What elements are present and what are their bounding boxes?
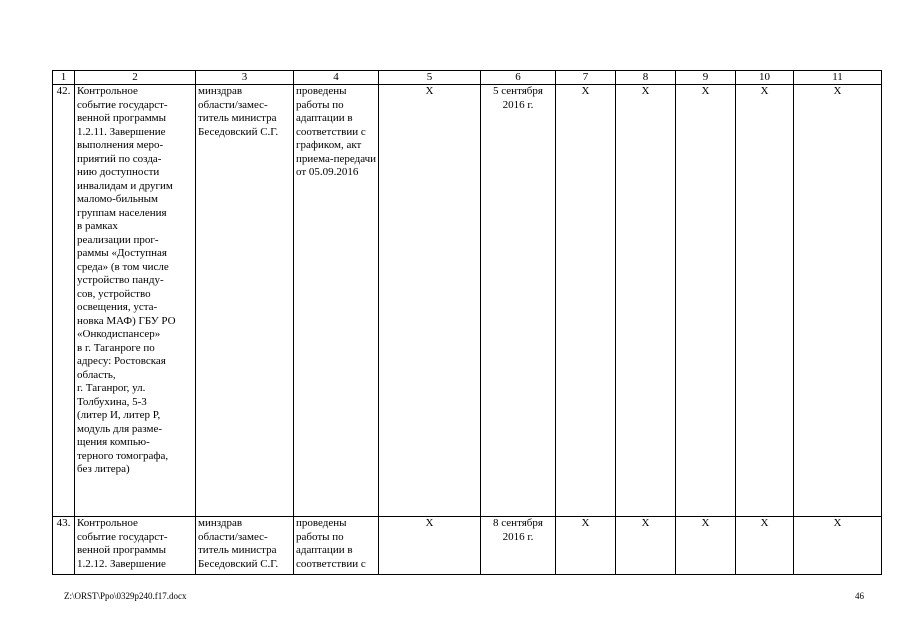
- text-line: г. Таганрог, ул.: [77, 382, 146, 394]
- table-row: [53, 517, 882, 575]
- text-line: проведены: [296, 85, 347, 97]
- text-line: нию доступности: [77, 166, 160, 178]
- cell-mark: X: [736, 517, 794, 575]
- cell-mark: X: [616, 85, 676, 517]
- header-cell: 4: [294, 71, 379, 85]
- text-line: «Онкодиспансер»: [77, 328, 161, 340]
- text-line: область,: [77, 368, 116, 381]
- header-cell: 7: [556, 71, 616, 85]
- row-number: 42.: [53, 85, 75, 517]
- text-line: от 05.09.2016: [296, 166, 359, 178]
- completion-date: [481, 85, 556, 517]
- cell-mark: X: [616, 517, 676, 575]
- text-line: Беседовский С.Г.: [198, 125, 279, 138]
- text-line: титель министра: [198, 112, 277, 124]
- document-table: [52, 70, 882, 575]
- text-line: области/замес-: [198, 530, 268, 543]
- text-line: Беседовский С.Г.: [198, 557, 279, 570]
- text-line: новка МАФ) ГБУ РО: [77, 314, 176, 327]
- column-number-row: [53, 71, 882, 85]
- event-description: [75, 517, 196, 575]
- cell-mark: X: [736, 85, 794, 517]
- text-line: 5 сентября: [493, 85, 543, 97]
- text-line: приема-передачи: [296, 152, 377, 165]
- text-line: (литер И, литер Р,: [77, 409, 161, 421]
- cell-mark: X: [379, 85, 481, 517]
- cell-mark: X: [556, 517, 616, 575]
- responsible-executor: [196, 517, 294, 575]
- text-line: Контрольное: [77, 517, 138, 529]
- responsible-executor: [196, 85, 294, 517]
- text-line: титель министра: [198, 544, 277, 556]
- cell-mark: X: [676, 85, 736, 517]
- text-line: инвалидам и другим: [77, 179, 173, 192]
- result-description: [294, 85, 379, 517]
- cell-mark: X: [676, 517, 736, 575]
- completion-date: [481, 517, 556, 575]
- text-line: освещения, уста-: [77, 301, 158, 313]
- text-line: устройство панду-: [77, 274, 164, 286]
- text-line: выполнения меро-: [77, 139, 164, 151]
- text-line: минздрав: [198, 517, 243, 529]
- header-cell: 6: [481, 71, 556, 85]
- header-cell: 5: [379, 71, 481, 85]
- text-line: в рамках: [77, 220, 118, 232]
- text-line: событие государст-: [77, 530, 168, 543]
- header-cell: 10: [736, 71, 794, 85]
- text-line: работы по: [296, 98, 344, 111]
- text-line: графиком, акт: [296, 139, 362, 151]
- cell-mark: X: [794, 517, 882, 575]
- header-cell: 2: [75, 71, 196, 85]
- text-line: среда» (в том числе: [77, 260, 169, 273]
- table-row: [53, 85, 882, 517]
- text-line: адаптации в: [296, 112, 353, 124]
- text-line: группам населения: [77, 206, 167, 219]
- row-number: 43.: [53, 517, 75, 575]
- text-line: Контрольное: [77, 85, 138, 97]
- event-description: [75, 85, 196, 517]
- page-number: 46: [855, 591, 864, 601]
- text-line: адресу: Ростовская: [77, 355, 166, 367]
- cell-mark: X: [794, 85, 882, 517]
- text-line: приятий по созда-: [77, 152, 162, 165]
- text-line: событие государст-: [77, 98, 168, 111]
- footer-file-path: Z:\ORST\Ppo\0329p240.f17.docx: [64, 591, 187, 601]
- text-line: 2016 г.: [502, 98, 534, 111]
- text-line: сов, устройство: [77, 287, 151, 300]
- cell-mark: X: [379, 517, 481, 575]
- text-line: в г. Таганроге по: [77, 341, 155, 354]
- text-line: реализации прог-: [77, 233, 159, 246]
- text-line: 8 сентября: [493, 517, 543, 529]
- text-line: раммы «Доступная: [77, 247, 167, 259]
- text-line: без литера): [77, 463, 130, 475]
- text-line: модуль для разме-: [77, 422, 162, 435]
- result-description: [294, 517, 379, 575]
- text-line: проведены: [296, 517, 347, 529]
- text-line: венной программы: [77, 544, 167, 556]
- text-line: соответствии с: [296, 125, 366, 138]
- text-line: терного томографа,: [77, 449, 169, 462]
- text-line: 1.2.12. Завершение: [77, 557, 166, 570]
- text-line: маломо-бильным: [77, 193, 158, 205]
- text-line: адаптации в: [296, 544, 353, 556]
- header-cell: 9: [676, 71, 736, 85]
- header-cell: 3: [196, 71, 294, 85]
- header-cell: 1: [53, 71, 75, 85]
- cell-mark: X: [556, 85, 616, 517]
- text-line: 2016 г.: [502, 530, 534, 543]
- text-line: соответствии с: [296, 557, 366, 570]
- text-line: Толбухина, 5-3: [77, 395, 147, 408]
- text-line: минздрав: [198, 85, 243, 97]
- text-line: области/замес-: [198, 98, 268, 111]
- text-line: венной программы: [77, 112, 167, 124]
- text-line: щения компью-: [77, 436, 150, 448]
- header-cell: 11: [794, 71, 882, 85]
- text-line: 1.2.11. Завершение: [77, 125, 166, 138]
- text-line: работы по: [296, 530, 344, 543]
- header-cell: 8: [616, 71, 676, 85]
